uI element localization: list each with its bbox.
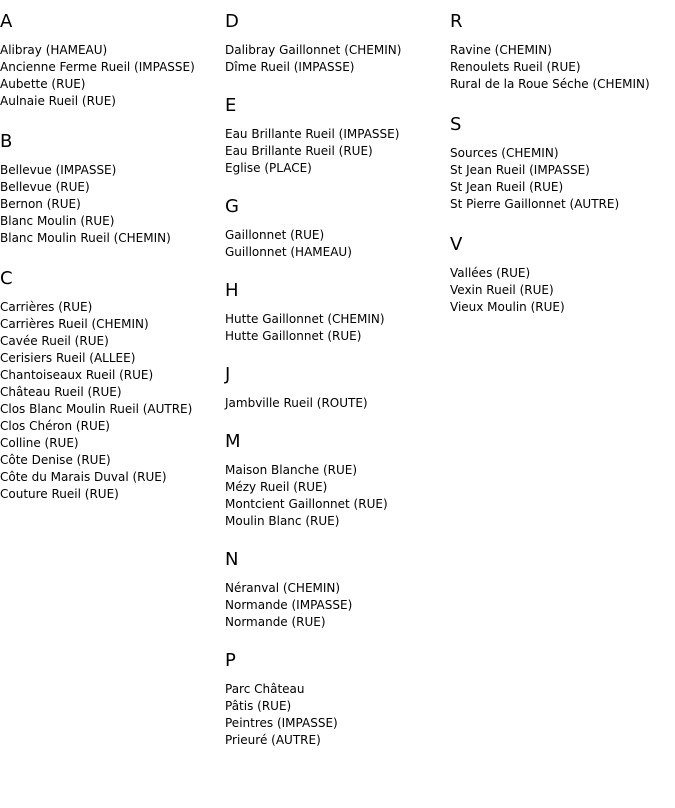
letter-group <box>225 431 450 530</box>
street-index-column-2 <box>225 0 450 749</box>
section-letter-heading: C <box>0 268 13 289</box>
street-name: Hutte Gaillonnet (CHEMIN) <box>225 312 385 326</box>
letter-group <box>225 11 450 76</box>
street-name: Mézy Rueil (RUE) <box>225 480 328 494</box>
street-name: St Jean Rueil (RUE) <box>450 180 564 194</box>
street-list <box>225 311 450 345</box>
street-list <box>225 681 450 749</box>
street-name: Gaillonnet (RUE) <box>225 228 325 242</box>
street-name: Maison Blanche (RUE) <box>225 463 358 477</box>
section-letter-heading: E <box>225 95 237 116</box>
street-name: Vexin Rueil (RUE) <box>450 283 554 297</box>
street-name: Normande (IMPASSE) <box>225 598 353 612</box>
letter-group <box>225 196 450 261</box>
letter-group <box>0 268 225 503</box>
street-name: Aulnaie Rueil (RUE) <box>0 94 116 108</box>
letter-group <box>0 131 225 247</box>
section-letter-heading: G <box>225 196 239 217</box>
street-name: Vallées (RUE) <box>450 266 531 280</box>
street-list <box>0 162 225 247</box>
section-letter-heading: N <box>225 549 239 570</box>
street-name: Côte du Marais Duval (RUE) <box>0 470 167 484</box>
street-list <box>225 580 450 631</box>
street-list <box>225 227 450 261</box>
street-index-column-3 <box>450 0 675 316</box>
street-name: Moulin Blanc (RUE) <box>225 514 340 528</box>
street-name: Colline (RUE) <box>0 436 79 450</box>
street-name: Prieuré (AUTRE) <box>225 733 321 747</box>
street-name: Blanc Moulin (RUE) <box>0 214 115 228</box>
letter-group <box>0 11 225 110</box>
street-name: Hutte Gaillonnet (RUE) <box>225 329 362 343</box>
street-name: Aubette (RUE) <box>0 77 86 91</box>
street-name: Ancienne Ferme Rueil (IMPASSE) <box>0 60 195 74</box>
letter-group <box>450 114 675 213</box>
street-list <box>450 265 675 316</box>
street-name: Carrières Rueil (CHEMIN) <box>0 317 149 331</box>
street-name: Dîme Rueil (IMPASSE) <box>225 60 355 74</box>
street-name: Cerisiers Rueil (ALLEE) <box>0 351 136 365</box>
street-name: Bernon (RUE) <box>0 197 81 211</box>
street-name: Eau Brillante Rueil (RUE) <box>225 144 373 158</box>
street-list <box>450 145 675 213</box>
street-name: Dalibray Gaillonnet (CHEMIN) <box>225 43 402 57</box>
section-letter-heading: J <box>225 364 231 385</box>
section-letter-heading: P <box>225 650 236 671</box>
street-name: Alibray (HAMEAU) <box>0 43 108 57</box>
street-name: Ravine (CHEMIN) <box>450 43 552 57</box>
street-name: Sources (CHEMIN) <box>450 146 559 160</box>
street-name: Clos Chéron (RUE) <box>0 419 110 433</box>
street-name: Carrières (RUE) <box>0 300 93 314</box>
street-list <box>225 126 450 177</box>
section-letter-heading: D <box>225 11 239 32</box>
street-name: Normande (RUE) <box>225 615 326 629</box>
street-name: Château Rueil (RUE) <box>0 385 122 399</box>
street-name: Renoulets Rueil (RUE) <box>450 60 581 74</box>
section-letter-heading: S <box>450 114 462 135</box>
street-list <box>450 42 675 93</box>
street-index-column-1 <box>0 0 225 503</box>
section-letter-heading: V <box>450 234 463 255</box>
street-name: Rural de la Roue Séche (CHEMIN) <box>450 77 650 91</box>
section-letter-heading: A <box>0 11 13 32</box>
letter-group <box>225 95 450 177</box>
section-letter-heading: B <box>0 131 13 152</box>
street-name: Peintres (IMPASSE) <box>225 716 338 730</box>
street-name: Guillonnet (HAMEAU) <box>225 245 352 259</box>
street-name: Parc Château <box>225 682 305 696</box>
letter-group <box>225 280 450 345</box>
street-name: Montcient Gaillonnet (RUE) <box>225 497 388 511</box>
letter-group <box>225 364 450 412</box>
street-name: Couture Rueil (RUE) <box>0 487 119 501</box>
street-name: Chantoiseaux Rueil (RUE) <box>0 368 154 382</box>
street-list <box>225 395 450 412</box>
street-name: Pâtis (RUE) <box>225 699 292 713</box>
street-name: Bellevue (IMPASSE) <box>0 163 117 177</box>
letter-group <box>450 234 675 316</box>
section-letter-heading: M <box>225 431 241 452</box>
street-list <box>0 42 225 110</box>
section-letter-heading: H <box>225 280 239 301</box>
street-name: Eau Brillante Rueil (IMPASSE) <box>225 127 400 141</box>
street-name: Côte Denise (RUE) <box>0 453 111 467</box>
street-name: Cavée Rueil (RUE) <box>0 334 109 348</box>
street-list <box>225 42 450 76</box>
street-list <box>0 299 225 503</box>
street-name: Blanc Moulin Rueil (CHEMIN) <box>0 231 171 245</box>
street-name: St Jean Rueil (IMPASSE) <box>450 163 590 177</box>
letter-group <box>450 11 675 93</box>
section-letter-heading: R <box>450 11 463 32</box>
street-list <box>225 462 450 530</box>
street-name: Néranval (CHEMIN) <box>225 581 341 595</box>
street-name: Vieux Moulin (RUE) <box>450 300 565 314</box>
street-name: Clos Blanc Moulin Rueil (AUTRE) <box>0 402 193 416</box>
street-name: Jambville Rueil (ROUTE) <box>225 396 368 410</box>
street-name: Eglise (PLACE) <box>225 161 312 175</box>
street-name: Bellevue (RUE) <box>0 180 90 194</box>
letter-group <box>225 650 450 749</box>
street-name: St Pierre Gaillonnet (AUTRE) <box>450 197 620 211</box>
letter-group <box>225 549 450 631</box>
